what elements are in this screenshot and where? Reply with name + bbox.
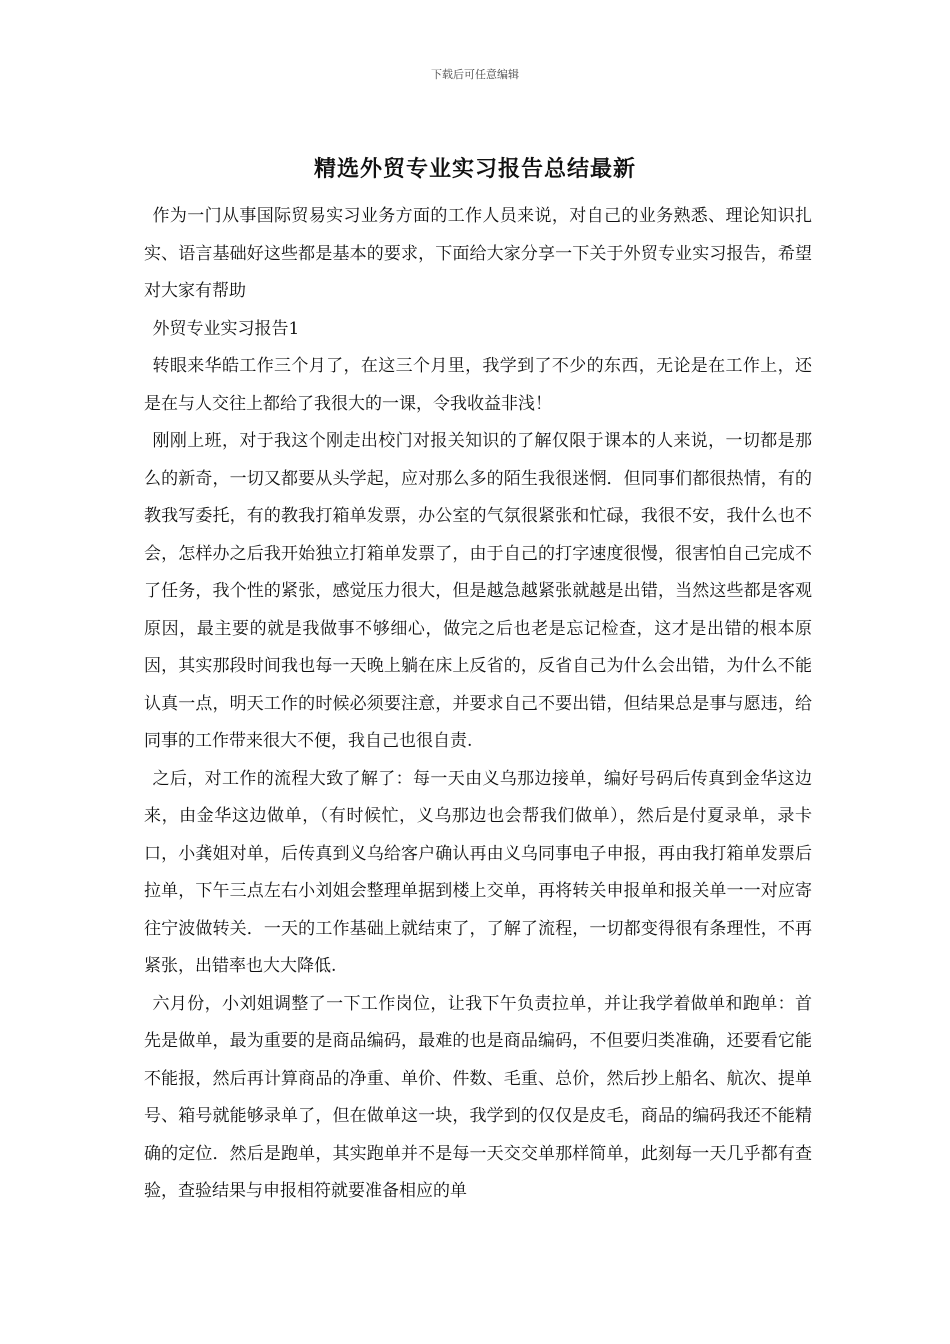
paragraph-intro: 作为一门从事国际贸易实习业务方面的工作人员来说，对自己的业务熟悉、理论知识扎实、语言基础好这些都是基本的要求，下面给大家分享一下关于外贸专业实习报告，希望对大家有帮助: [144, 206, 812, 301]
section-heading: 外贸专业实习报告1: [152, 318, 300, 339]
document-body: [144, 198, 812, 1211]
header-note: 下载后可任意编辑: [431, 68, 519, 81]
paragraph-4: 六月份，小刘姐调整了一下工作岗位，让我下午负责拉单，并让我学着做单和跑单：首先是做单，最为重要的是商品编码，最难的也是商品编码，不但要归类准确，还要看它能不能报，然后再计算商品的净重、单价、件数、毛重、总价，然后抄上船名、航次、提单号、箱号就能够录单了，但在做单这一块，我学到的仅仅是皮毛，商品的编码我还不能精确的定位．然后是跑单，其实跑单并不是每一天交交单那样简单，此刻每一天几乎都有查验，查验结果与申报相符就要准备相应的单: [144, 993, 812, 1201]
paragraph-2: 刚刚上班，对于我这个刚走出校门对报关知识的了解仅限于课本的人来说，一切都是那么的新奇，一切又都要从头学起，应对那么多的陌生我很迷惘．但同事们都很热情，有的教我写委托，有的教我打箱单发票，办公室的气氛很紧张和忙碌，我很不安，我什么也不会，怎样办之后我开始独立打箱单发票了，由于自己的打字速度很慢，很害怕自己完成不了任务，我个性的紧张，感觉压力很大，但是越急越紧张就越是出错，当然这些都是客观原因，最主要的就是我做事不够细心，做完之后也老是忘记检查，这才是出错的根本原因，其实那段时间我也每一天晚上躺在床上反省的，反省自己为什么会出错，为什么不能认真一点，明天工作的时候必须要注意，并要求自己不要出错，但结果总是事与愿违，给同事的工作带来很大不便，我自己也很自责.: [144, 431, 812, 751]
paragraph-1: 转眼来华皓工作三个月了，在这三个月里，我学到了不少的东西，无论是在工作上，还是在与人交往上都给了我很大的一课，令我收益非浅！: [144, 356, 812, 414]
paragraph-3: 之后，对工作的流程大致了解了：每一天由义乌那边接单，编好号码后传真到金华这边来，由金华这边做单，（有时候忙，义乌那边也会帮我们做单），然后是付夏录单，录卡口，小龚姐对单，后传真到义乌给客户确认再由义乌同事电子申报，再由我打箱单发票后拉单，下午三点左右小刘姐会整理单据到楼上交单，再将转关申报单和报关单一一对应寄往宁波做转关．一天的工作基础上就结束了，了解了流程，一切都变得很有条理性，不再紧张，出错率也大大降低.: [144, 768, 812, 976]
document-title: 精选外贸专业实习报告总结最新: [313, 156, 636, 182]
